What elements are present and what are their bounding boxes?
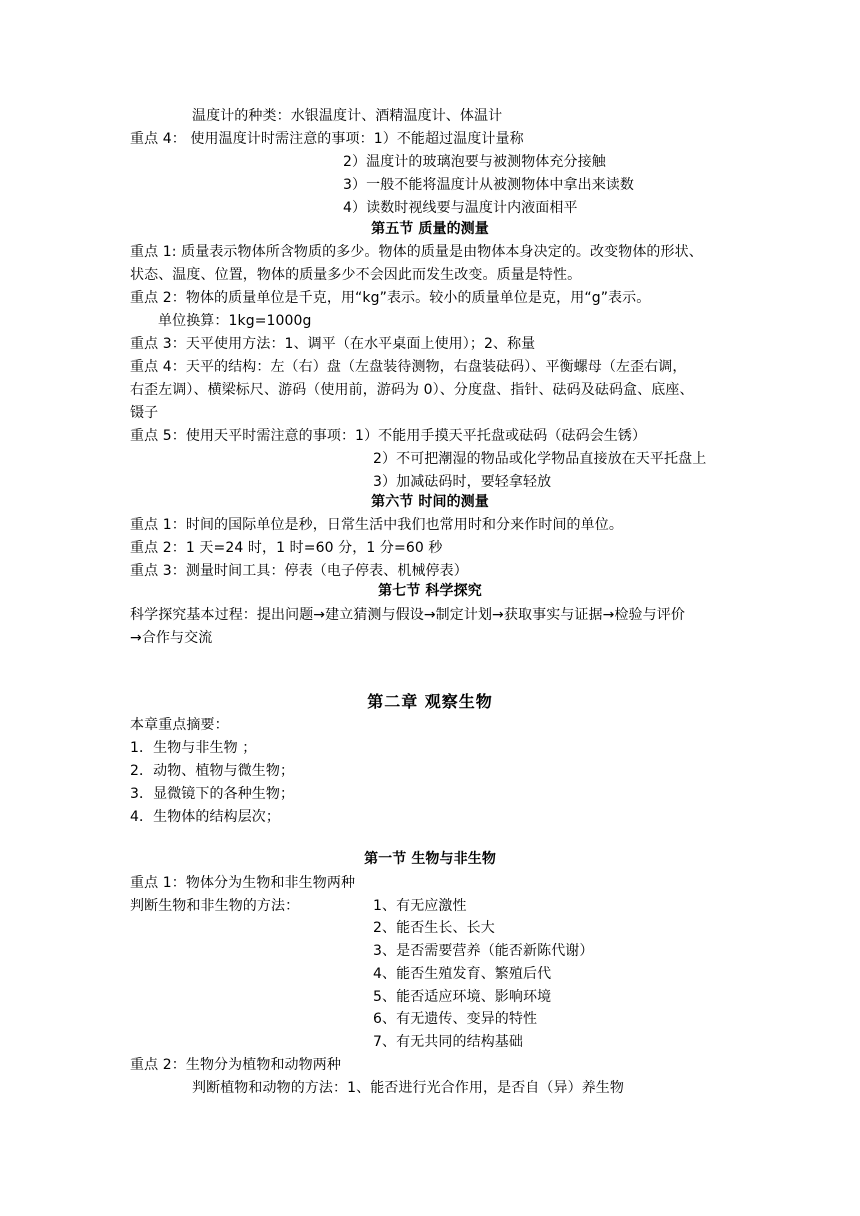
living-method-5: 5、能否适应环境、影响环境 — [373, 989, 552, 1005]
unit-conversion-line: 单位换算：1kg=1000g — [158, 313, 312, 329]
summary-item-3: 3．显微镜下的各种生物； — [130, 786, 295, 802]
living-method-6: 6、有无遗传、变异的特性 — [373, 1011, 538, 1027]
summary-item-1: 1．生物与非生物 ； — [130, 740, 257, 756]
inquiry-process-line-2: →合作与交流 — [130, 630, 213, 646]
key-point-4-line: 重点 4： 使用温度计时需注意的事项：1）不能超过温度计量称 — [130, 131, 524, 147]
living-method-3: 3、是否需要营养（能否新陈代谢） — [373, 943, 594, 959]
balance-note-3: 3）加减砝码时，要轻拿轻放 — [373, 474, 552, 490]
thermometer-note-4: 4）读数时视线要与温度计内液面相平 — [343, 200, 578, 216]
mass-point-4-line-3: 镊子 — [130, 405, 159, 421]
chapter-summary-label: 本章重点摘要： — [130, 717, 229, 733]
mass-point-4-line-1: 重点 4：天平的结构：左（右）盘（左盘装待测物，右盘装砝码）、平衡螺母（左歪右调， — [130, 359, 687, 375]
inquiry-process-line-1: 科学探究基本过程：提出问题→建立猜测与假设→制定计划→获取事实与证据→检验与评价 — [130, 607, 685, 623]
summary-item-4: 4．生物体的结构层次； — [130, 809, 281, 825]
thermometer-types-line: 温度计的种类：水银温度计、酒精温度计、体温计 — [192, 108, 503, 124]
living-method-7: 7、有无共同的结构基础 — [373, 1034, 524, 1050]
chapter-2-title: 第二章 观察生物 — [367, 692, 493, 711]
section-6-title: 第六节 时间的测量 — [371, 494, 489, 510]
summary-item-2: 2．动物、植物与微生物； — [130, 763, 295, 779]
mass-point-3-line: 重点 3：天平使用方法：1、调平（在水平桌面上使用）；2、称量 — [130, 336, 536, 352]
time-point-1-line: 重点 1：时间的国际单位是秒，日常生活中我们也常用时和分来作时间的单位。 — [130, 517, 623, 533]
living-method-4: 4、能否生殖发育、繁殖后代 — [373, 966, 552, 982]
thermometer-note-2: 2）温度计的玻璃泡要与被测物体充分接触 — [343, 154, 606, 170]
plant-animal-method-line: 判断植物和动物的方法：1、能否进行光合作用，是否自（异）养生物 — [192, 1080, 625, 1096]
mass-point-2-line: 重点 2：物体的质量单位是千克，用“kg”表示。较小的质量单位是克，用“g”表示。 — [130, 290, 651, 306]
mass-point-1-line-1: 重点 1: 质量表示物体所含物质的多少。物体的质量是由物体本身决定的。改变物体的形状、 — [130, 244, 703, 260]
time-point-3-line: 重点 3：测量时间工具：停表（电子停表、机械停表） — [130, 563, 468, 579]
section-5-title: 第五节 质量的测量 — [371, 221, 489, 237]
living-method-label: 判断生物和非生物的方法： — [130, 898, 300, 914]
living-method-2: 2、能否生长、长大 — [373, 920, 495, 936]
thermometer-note-3: 3）一般不能将温度计从被测物体中拿出来读数 — [343, 177, 635, 193]
mass-point-5-line: 重点 5：使用天平时需注意的事项：1）不能用手摸天平托盘或砝码（砝码会生锈） — [130, 428, 647, 444]
living-method-1: 1、有无应激性 — [373, 898, 467, 914]
living-point-2-line: 重点 2：生物分为植物和动物两种 — [130, 1057, 341, 1073]
section-7-title: 第七节 科学探究 — [378, 583, 482, 599]
living-point-1-line: 重点 1：物体分为生物和非生物两种 — [130, 875, 356, 891]
mass-point-4-line-2: 右歪左调）、横梁标尺、游码（使用前，游码为 0）、分度盘、指针、砝码及砝码盒、底座、 — [130, 382, 694, 398]
mass-point-1-line-2: 状态、温度、位置，物体的质量多少不会因此而发生改变。质量是特性。 — [130, 267, 582, 283]
time-point-2-line: 重点 2：1 天=24 时，1 时=60 分，1 分=60 秒 — [130, 540, 443, 556]
chapter-2-section-1-title: 第一节 生物与非生物 — [364, 851, 496, 867]
balance-note-2: 2）不可把潮湿的物品或化学物品直接放在天平托盘上 — [373, 451, 707, 467]
